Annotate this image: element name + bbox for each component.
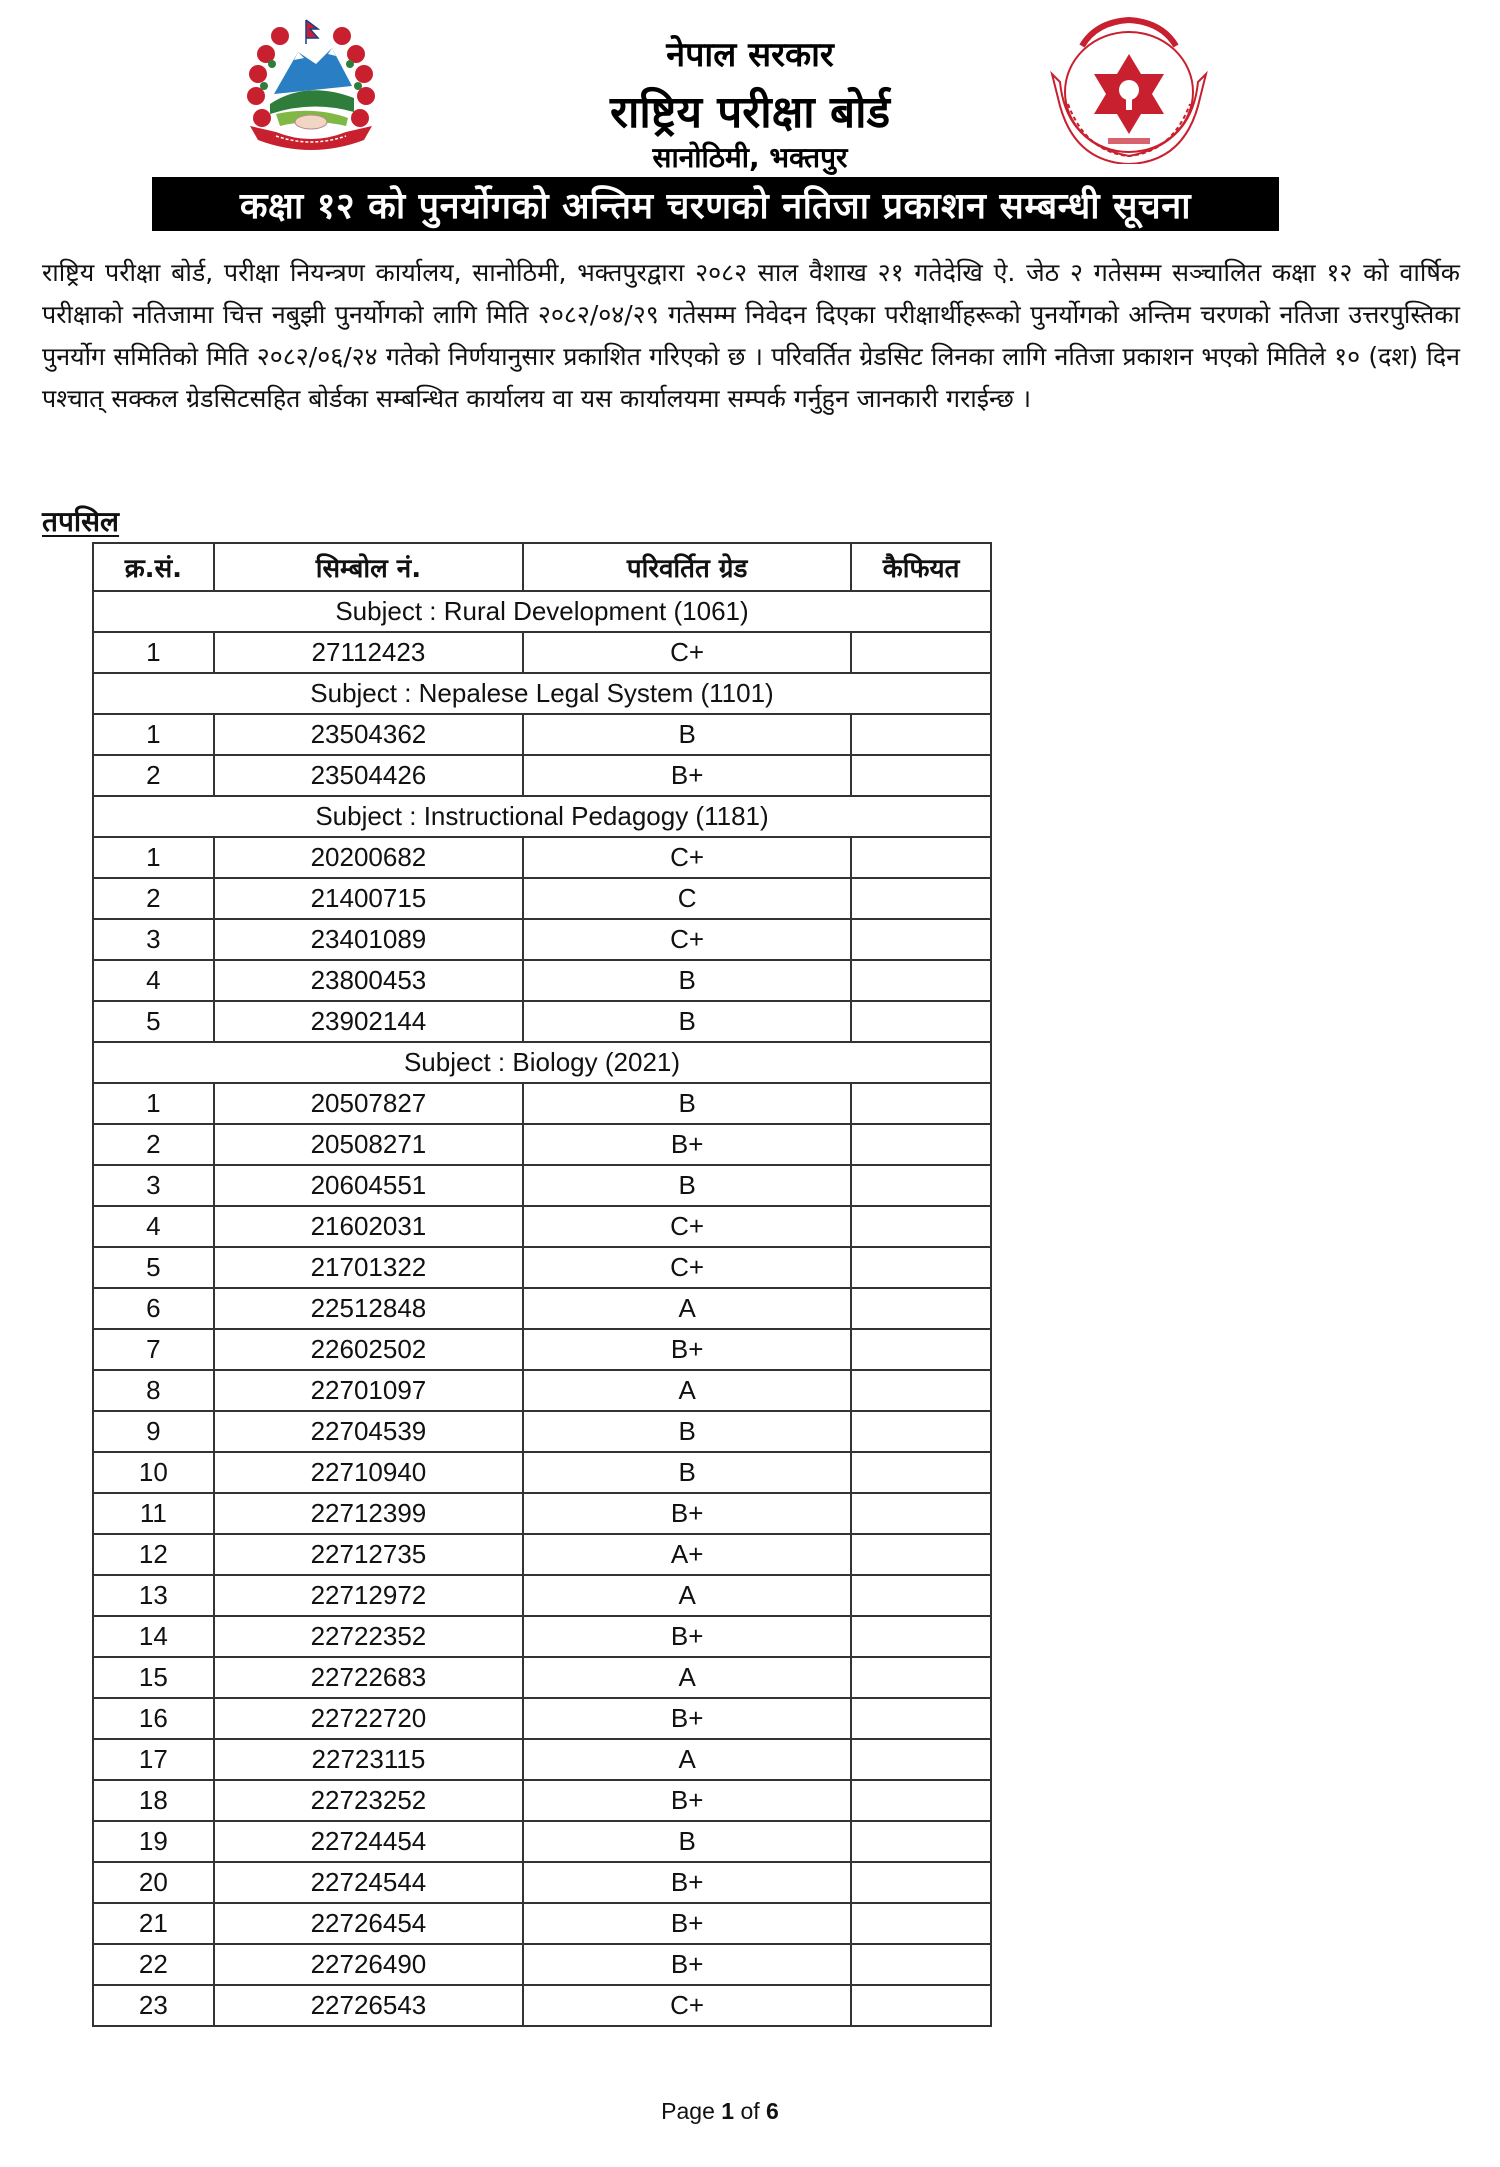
remarks-cell xyxy=(851,1452,991,1493)
symbol-number-cell: 22726543 xyxy=(214,1985,523,2026)
serial-number-cell: 21 xyxy=(93,1903,214,1944)
notice-title-banner: कक्षा १२ को पुनर्योगको अन्तिम चरणको नतिजा प्रकाशन सम्बन्धी सूचना xyxy=(152,177,1279,231)
changed-grade-cell: B xyxy=(523,1165,851,1206)
remarks-cell xyxy=(851,1534,991,1575)
remarks-cell xyxy=(851,1001,991,1042)
table-row xyxy=(93,1739,991,1780)
remarks-cell xyxy=(851,1739,991,1780)
changed-grade-cell: B+ xyxy=(523,1124,851,1165)
remarks-cell xyxy=(851,1821,991,1862)
changed-grade-cell: A xyxy=(523,1575,851,1616)
symbol-number-cell: 22726454 xyxy=(214,1903,523,1944)
symbol-number-cell: 22712399 xyxy=(214,1493,523,1534)
symbol-number-cell: 20507827 xyxy=(214,1083,523,1124)
changed-grade-cell: C+ xyxy=(523,919,851,960)
table-row xyxy=(93,1288,991,1329)
changed-grade-cell: B+ xyxy=(523,1616,851,1657)
remarks-cell xyxy=(851,1288,991,1329)
table-header-row xyxy=(93,543,991,591)
serial-number-cell: 11 xyxy=(93,1493,214,1534)
table-row xyxy=(93,1616,991,1657)
changed-grade-cell: A xyxy=(523,1288,851,1329)
remarks-cell xyxy=(851,1698,991,1739)
page-current: 1 xyxy=(721,2098,735,2124)
column-header-remarks: कैफियत xyxy=(851,543,991,591)
table-row xyxy=(93,1206,991,1247)
symbol-number-cell: 23902144 xyxy=(214,1001,523,1042)
table-row xyxy=(93,1534,991,1575)
remarks-cell xyxy=(851,1657,991,1698)
changed-grade-cell: B+ xyxy=(523,1493,851,1534)
changed-grade-cell: B xyxy=(523,714,851,755)
serial-number-cell: 13 xyxy=(93,1575,214,1616)
table-row xyxy=(93,1370,991,1411)
remarks-cell xyxy=(851,1124,991,1165)
symbol-number-cell: 22726490 xyxy=(214,1944,523,1985)
serial-number-cell: 9 xyxy=(93,1411,214,1452)
serial-number-cell: 14 xyxy=(93,1616,214,1657)
symbol-number-cell: 22722683 xyxy=(214,1657,523,1698)
serial-number-cell: 1 xyxy=(93,837,214,878)
table-row xyxy=(93,1862,991,1903)
changed-grade-cell: B xyxy=(523,1083,851,1124)
symbol-number-cell: 22701097 xyxy=(214,1370,523,1411)
table-row xyxy=(93,1575,991,1616)
table-row xyxy=(93,1329,991,1370)
changed-grade-cell: A xyxy=(523,1370,851,1411)
serial-number-cell: 8 xyxy=(93,1370,214,1411)
symbol-number-cell: 22723115 xyxy=(214,1739,523,1780)
remarks-cell xyxy=(851,1411,991,1452)
subject-heading: Subject : Nepalese Legal System (1101) xyxy=(93,673,991,714)
page-number xyxy=(0,2098,1440,2125)
serial-number-cell: 22 xyxy=(93,1944,214,1985)
table-row xyxy=(93,1780,991,1821)
board-location: सानोठिमी, भक्तपुर xyxy=(652,141,848,174)
serial-number-cell: 5 xyxy=(93,1247,214,1288)
table-row xyxy=(93,1903,991,1944)
serial-number-cell: 2 xyxy=(93,878,214,919)
board-title: राष्ट्रिय परीक्षा बोर्ड xyxy=(609,87,891,138)
changed-grade-cell: B xyxy=(523,1821,851,1862)
table-row xyxy=(93,1657,991,1698)
symbol-number-cell: 22724454 xyxy=(214,1821,523,1862)
table-row xyxy=(93,960,991,1001)
remarks-cell xyxy=(851,1575,991,1616)
changed-grade-cell: A xyxy=(523,1657,851,1698)
changed-grade-cell: A+ xyxy=(523,1534,851,1575)
remarks-cell xyxy=(851,1944,991,1985)
remarks-cell xyxy=(851,919,991,960)
symbol-number-cell: 21701322 xyxy=(214,1247,523,1288)
serial-number-cell: 18 xyxy=(93,1780,214,1821)
subject-group-row xyxy=(93,1042,991,1083)
serial-number-cell: 17 xyxy=(93,1739,214,1780)
serial-number-cell: 12 xyxy=(93,1534,214,1575)
changed-grade-cell: A xyxy=(523,1739,851,1780)
page-total: 6 xyxy=(766,2098,779,2124)
subject-heading: Subject : Instructional Pedagogy (1181) xyxy=(93,796,991,837)
changed-grade-cell: B+ xyxy=(523,1944,851,1985)
serial-number-cell: 16 xyxy=(93,1698,214,1739)
symbol-number-cell: 22723252 xyxy=(214,1780,523,1821)
table-row xyxy=(93,1411,991,1452)
serial-number-cell: 10 xyxy=(93,1452,214,1493)
serial-number-cell: 15 xyxy=(93,1657,214,1698)
page-prefix: Page xyxy=(661,2098,715,2124)
symbol-number-cell: 21602031 xyxy=(214,1206,523,1247)
serial-number-cell: 19 xyxy=(93,1821,214,1862)
serial-number-cell: 5 xyxy=(93,1001,214,1042)
symbol-number-cell: 20508271 xyxy=(214,1124,523,1165)
remarks-cell xyxy=(851,960,991,1001)
symbol-number-cell: 22724544 xyxy=(214,1862,523,1903)
table-row xyxy=(93,1985,991,2026)
remarks-cell xyxy=(851,1370,991,1411)
remarks-cell xyxy=(851,632,991,673)
changed-grade-cell: B+ xyxy=(523,1903,851,1944)
serial-number-cell: 1 xyxy=(93,714,214,755)
serial-number-cell: 4 xyxy=(93,960,214,1001)
serial-number-cell: 23 xyxy=(93,1985,214,2026)
remarks-cell xyxy=(851,1903,991,1944)
table-row xyxy=(93,714,991,755)
symbol-number-cell: 22704539 xyxy=(214,1411,523,1452)
table-row xyxy=(93,1247,991,1288)
table-row xyxy=(93,1124,991,1165)
symbol-number-cell: 23800453 xyxy=(214,960,523,1001)
serial-number-cell: 1 xyxy=(93,632,214,673)
symbol-number-cell: 20200682 xyxy=(214,837,523,878)
changed-grade-cell: C+ xyxy=(523,837,851,878)
symbol-number-cell: 23401089 xyxy=(214,919,523,960)
symbol-number-cell: 22512848 xyxy=(214,1288,523,1329)
serial-number-cell: 2 xyxy=(93,1124,214,1165)
government-title: नेपाल सरकार xyxy=(666,35,834,75)
page-of: of xyxy=(740,2098,760,2124)
remarks-cell xyxy=(851,1165,991,1206)
changed-grade-cell: B xyxy=(523,960,851,1001)
serial-number-cell: 4 xyxy=(93,1206,214,1247)
serial-number-cell: 1 xyxy=(93,1083,214,1124)
remarks-cell xyxy=(851,714,991,755)
column-header-serial: क्र.सं. xyxy=(93,543,214,591)
changed-grade-cell: B xyxy=(523,1452,851,1493)
details-section-label: तपसिल xyxy=(42,505,120,538)
table-row xyxy=(93,1452,991,1493)
column-header-symbol: सिम्बोल नं. xyxy=(214,543,523,591)
serial-number-cell: 7 xyxy=(93,1329,214,1370)
table-row xyxy=(93,1165,991,1206)
changed-grade-cell: C+ xyxy=(523,1206,851,1247)
changed-grade-cell: B+ xyxy=(523,1862,851,1903)
table-row xyxy=(93,1493,991,1534)
serial-number-cell: 20 xyxy=(93,1862,214,1903)
column-header-grade: परिवर्तित ग्रेड xyxy=(523,543,851,591)
symbol-number-cell: 22722352 xyxy=(214,1616,523,1657)
changed-grade-cell: B+ xyxy=(523,1698,851,1739)
table-row xyxy=(93,919,991,960)
table-row xyxy=(93,632,991,673)
remarks-cell xyxy=(851,1329,991,1370)
remarks-cell xyxy=(851,878,991,919)
table-row xyxy=(93,1821,991,1862)
remarks-cell xyxy=(851,1862,991,1903)
remarks-cell xyxy=(851,1780,991,1821)
symbol-number-cell: 20604551 xyxy=(214,1165,523,1206)
serial-number-cell: 2 xyxy=(93,755,214,796)
remarks-cell xyxy=(851,837,991,878)
symbol-number-cell: 22710940 xyxy=(214,1452,523,1493)
subject-group-row xyxy=(93,673,991,714)
table-row xyxy=(93,878,991,919)
symbol-number-cell: 22602502 xyxy=(214,1329,523,1370)
changed-grade-cell: B+ xyxy=(523,1329,851,1370)
remarks-cell xyxy=(851,1083,991,1124)
remarks-cell xyxy=(851,1206,991,1247)
subject-group-row xyxy=(93,591,991,632)
results-table-body xyxy=(93,591,991,2026)
changed-grade-cell: C+ xyxy=(523,1247,851,1288)
remarks-cell xyxy=(851,1616,991,1657)
remarks-cell xyxy=(851,1247,991,1288)
notice-paragraph: राष्ट्रिय परीक्षा बोर्ड, परीक्षा नियन्त्रण कार्यालय, सानोठिमी, भक्तपुरद्वारा २०८२ साल वैशाख २१ गतेदेखि ऐ. जेठ २ गतेसम्म सञ्चालित कक्षा १२ को वार्षिक परीक्षाको नतिजामा चित्त नबुझी पुनर्योगको लागि मिति २०८२/०४/२९ गतेसम्म निवेदन दिएका परीक्षार्थीहरूको पुनर्योगको अन्तिम चरणको नतिजा उत्तरपुस्तिका पुनर्योग समितिको मिति २०८२/०६/२४ गतेको निर्णयानुसार प्रकाशित गरिएको छ । परिवर्तित ग्रेडसिट लिनका लागि नतिजा प्रकाशन भएको मितिले १० (दश) दिन पश्चात् सक्कल ग्रेडसिटसहित बोर्डका सम्बन्धित कार्यालय वा यस कार्यालयमा सम्पर्क गर्नुहुन जानकारी गराईन्छ । xyxy=(42,258,1460,413)
table-row xyxy=(93,755,991,796)
table-row xyxy=(93,1001,991,1042)
remarks-cell xyxy=(851,1985,991,2026)
changed-grade-cell: B+ xyxy=(523,755,851,796)
subject-heading: Subject : Rural Development (1061) xyxy=(93,591,991,632)
remarks-cell xyxy=(851,755,991,796)
changed-grade-cell: B xyxy=(523,1411,851,1452)
symbol-number-cell: 27112423 xyxy=(214,632,523,673)
table-row xyxy=(93,837,991,878)
symbol-number-cell: 22712972 xyxy=(214,1575,523,1616)
subject-group-row xyxy=(93,796,991,837)
serial-number-cell: 3 xyxy=(93,919,214,960)
symbol-number-cell: 22712735 xyxy=(214,1534,523,1575)
changed-grade-cell: C+ xyxy=(523,632,851,673)
symbol-number-cell: 23504426 xyxy=(214,755,523,796)
subject-heading: Subject : Biology (2021) xyxy=(93,1042,991,1083)
table-row xyxy=(93,1083,991,1124)
changed-grade-cell: B+ xyxy=(523,1780,851,1821)
symbol-number-cell: 22722720 xyxy=(214,1698,523,1739)
symbol-number-cell: 23504362 xyxy=(214,714,523,755)
serial-number-cell: 3 xyxy=(93,1165,214,1206)
symbol-number-cell: 21400715 xyxy=(214,878,523,919)
results-table xyxy=(92,542,992,2027)
changed-grade-cell: C xyxy=(523,878,851,919)
remarks-cell xyxy=(851,1493,991,1534)
serial-number-cell: 6 xyxy=(93,1288,214,1329)
table-row xyxy=(93,1944,991,1985)
table-row xyxy=(93,1698,991,1739)
changed-grade-cell: C+ xyxy=(523,1985,851,2026)
changed-grade-cell: B xyxy=(523,1001,851,1042)
